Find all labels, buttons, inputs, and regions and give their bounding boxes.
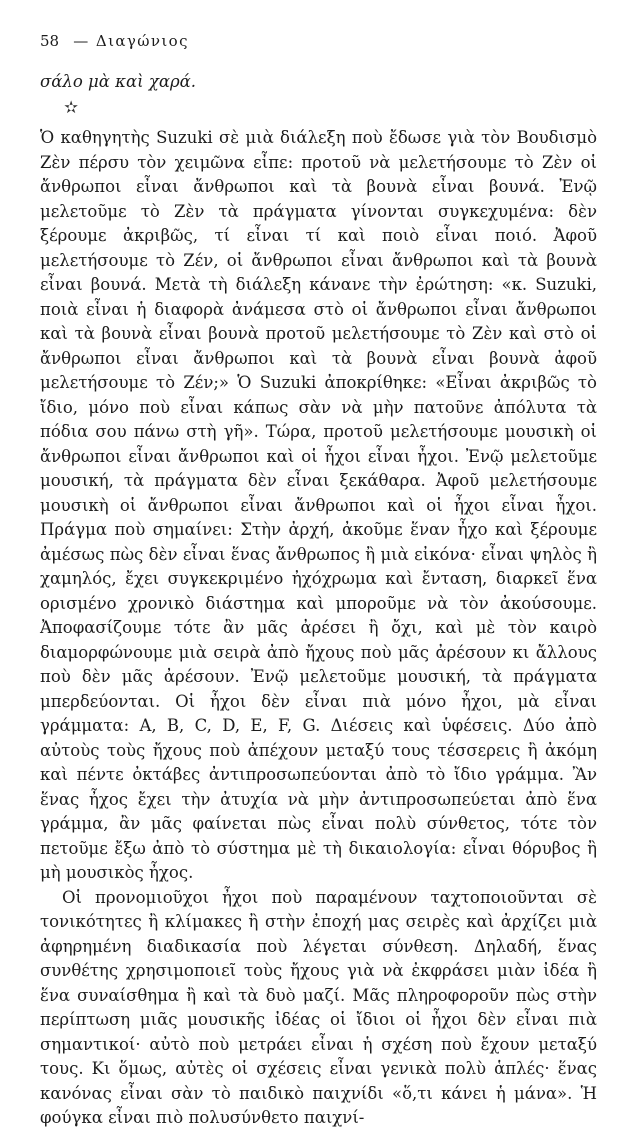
running-title: — Διαγώνιος <box>73 32 189 50</box>
paragraph-1: Ὁ καθηγητὴς Suzuki σὲ μιὰ διάλεξη ποὺ ἔδωσε γιὰ τὸν Βουδισμὸ Ζὲν πέρσυ τὸν χειμῶνα εἶπε: προτοῦ νὰ μελετήσουμε τὸ Ζὲν οἱ ἄνθρωποι εἶναι ἄνθρωποι καὶ τὰ βουνὰ εἶναι βουνά. Ἐνῷ μελετοῦμε τὸ Ζὲν τὰ πράγματα γίνονται συγκεχυμένα: δὲν ξέρουμε ἀκριβῶς, τί εἶναι τί καὶ ποιὸ εἶναι ποιό. Ἀφοῦ μελετήσουμε τὸ Ζέν, οἱ ἄνθρωποι εἶναι ἄνθρωποι καὶ τὰ βουνὰ εἶναι βουνά. Μετὰ τὴ διάλεξη κάνανε τὴν ἐρώτηση: «κ. Suzuki, ποιὰ εἶναι ἡ διαφορὰ ἀνάμεσα στὸ οἱ ἄνθρωποι εἶναι ἄνθρωποι καὶ τὰ βουνὰ εἶναι βουνὰ προτοῦ μελετήσουμε τὸ Ζὲν καὶ στὸ οἱ ἄνθρωποι εἶναι ἄνθρωποι καὶ τὰ βουνὰ εἶναι βουνὰ ἀφοῦ μελετήσουμε τὸ Ζέν;» Ὁ Suzuki ἀποκρίθηκε: «Εἶναι ἀκριβῶς τὸ ἴδιο, μόνο ποὺ εἶναι κάπως σὰν νὰ μὴν πατοῦνε ἀπόλυτα τὰ πόδια σου πάνω στὴ γῆ». Τώρα, προτοῦ μελετήσουμε μουσικὴ οἱ ἄνθρωποι εἶναι ἄνθρωποι καὶ οἱ ἦχοι εἶναι ἦχοι. Ἐνῷ μελετοῦμε μουσική, τὰ πράγματα δὲν εἶναι ξεκάθαρα. Ἀφοῦ μελετήσουμε μουσικὴ οἱ ἄνθρωποι εἶναι ἄνθρωποι καὶ οἱ ἦχοι εἶναι ἦχοι. Πράγμα ποὺ σημαίνει: Στὴν ἀρχή, ἀκοῦμε ἕναν ἦχο καὶ ξέρουμε ἀμέσως πὼς δὲν εἶναι ἕνας ἄνθρωπος ἢ μιὰ εἰκόνα· εἶναι ψηλὸς ἢ χαμηλός, ἔχει συγκεκριμένο ἠχόχρωμα καὶ ἔνταση, διαρκεῖ ἕνα ορισμένο χρονικὸ διάστημα καὶ μποροῦμε νὰ τὸν ἀκούσουμε. Ἀποφασίζουμε τότε ἂν μᾶς ἀρέσει ἢ ὄχι, καὶ μὲ τὸν καιρὸ διαμορφώνουμε μιὰ σειρὰ ἀπὸ ἤχους ποὺ μᾶς ἀρέσουν κι ἄλλους ποὺ δὲν μᾶς ἀρέσουν. Ἐνῷ μελετοῦμε μουσική, τὰ πράγματα μπερδεύονται. Οἱ ἦχοι δὲν εἶναι πιὰ μόνο ἦχοι, μὰ εἶναι γράμματα: A, B, C, D, E, F, G. Διέσεις καὶ ὑφέσεις. Δύο ἀπὸ αὐτοὺς τοὺς ἤχους ποὺ ἀπέχουν μεταξύ τους τέσσερεις ἢ ἀκόμη καὶ πέντε ὀκτάβες ἀντιπροσωπεύονται ἀπὸ τὸ ἴδιο γράμμα. Ἂν ἕνας ἦχος ἔχει τὴν ἀτυχία νὰ μὴν ἀντιπροσωπεύεται ἀπὸ ἕνα γράμμα, ἂν μᾶς φαίνεται πὼς εἶναι πολὺ σύνθετος, τότε τὸν πετοῦμε ἔξω ἀπὸ τὸ σύστημα μὲ τὴ δικαιολογία: εἶναι θόρυβος ἢ μὴ μουσικὸς ἦχος. <box>40 128 597 882</box>
page-number: 58 <box>40 32 60 50</box>
star-separator-icon: ✫ <box>64 98 79 118</box>
body-text <box>40 126 597 1131</box>
running-header <box>40 32 189 50</box>
closing-line: σάλο μὰ καὶ χαρά. <box>40 72 197 91</box>
paragraph-2: Οἱ προνομιοῦχοι ἦχοι ποὺ παραμένουν ταχτοποιοῦνται σὲ τονικότητες ἢ κλίμακες ἢ στὴν ἐποχή μας σειρὲς καὶ ἀρχίζει μιὰ ἀφηρημένη διαδικασία ποὺ λέγεται σύνθεση. Δηλαδή, ἕνας συνθέτης χρησιμοποιεῖ τοὺς ἤχους γιὰ νὰ ἐκφράσει μιὰν ἰδέα ἢ ἕνα συναίσθημα ἢ καὶ τὰ δυὸ μαζί. Μᾶς πληροφοροῦν πὼς στὴν περίπτωση μιᾶς μουσικῆς ἰδέας οἱ ἴδιοι οἱ ἦχοι δὲν εἶναι πιὰ σημαντικοί· αὐτὸ ποὺ μετράει εἶναι ἡ σχέση ποὺ ἔχουν μεταξύ τους. Κι ὅμως, αὐτὲς οἱ σχέσεις εἶναι γενικὰ πολὺ ἁπλές· ἕνας κανόνας εἶναι σὰν τὸ παιδικὸ παιχνίδι «ὅ,τι κάνει ἡ μάνα». Ἡ φούγκα εἶναι πιὸ πολυσύνθετο παιχνί- <box>40 887 597 1127</box>
